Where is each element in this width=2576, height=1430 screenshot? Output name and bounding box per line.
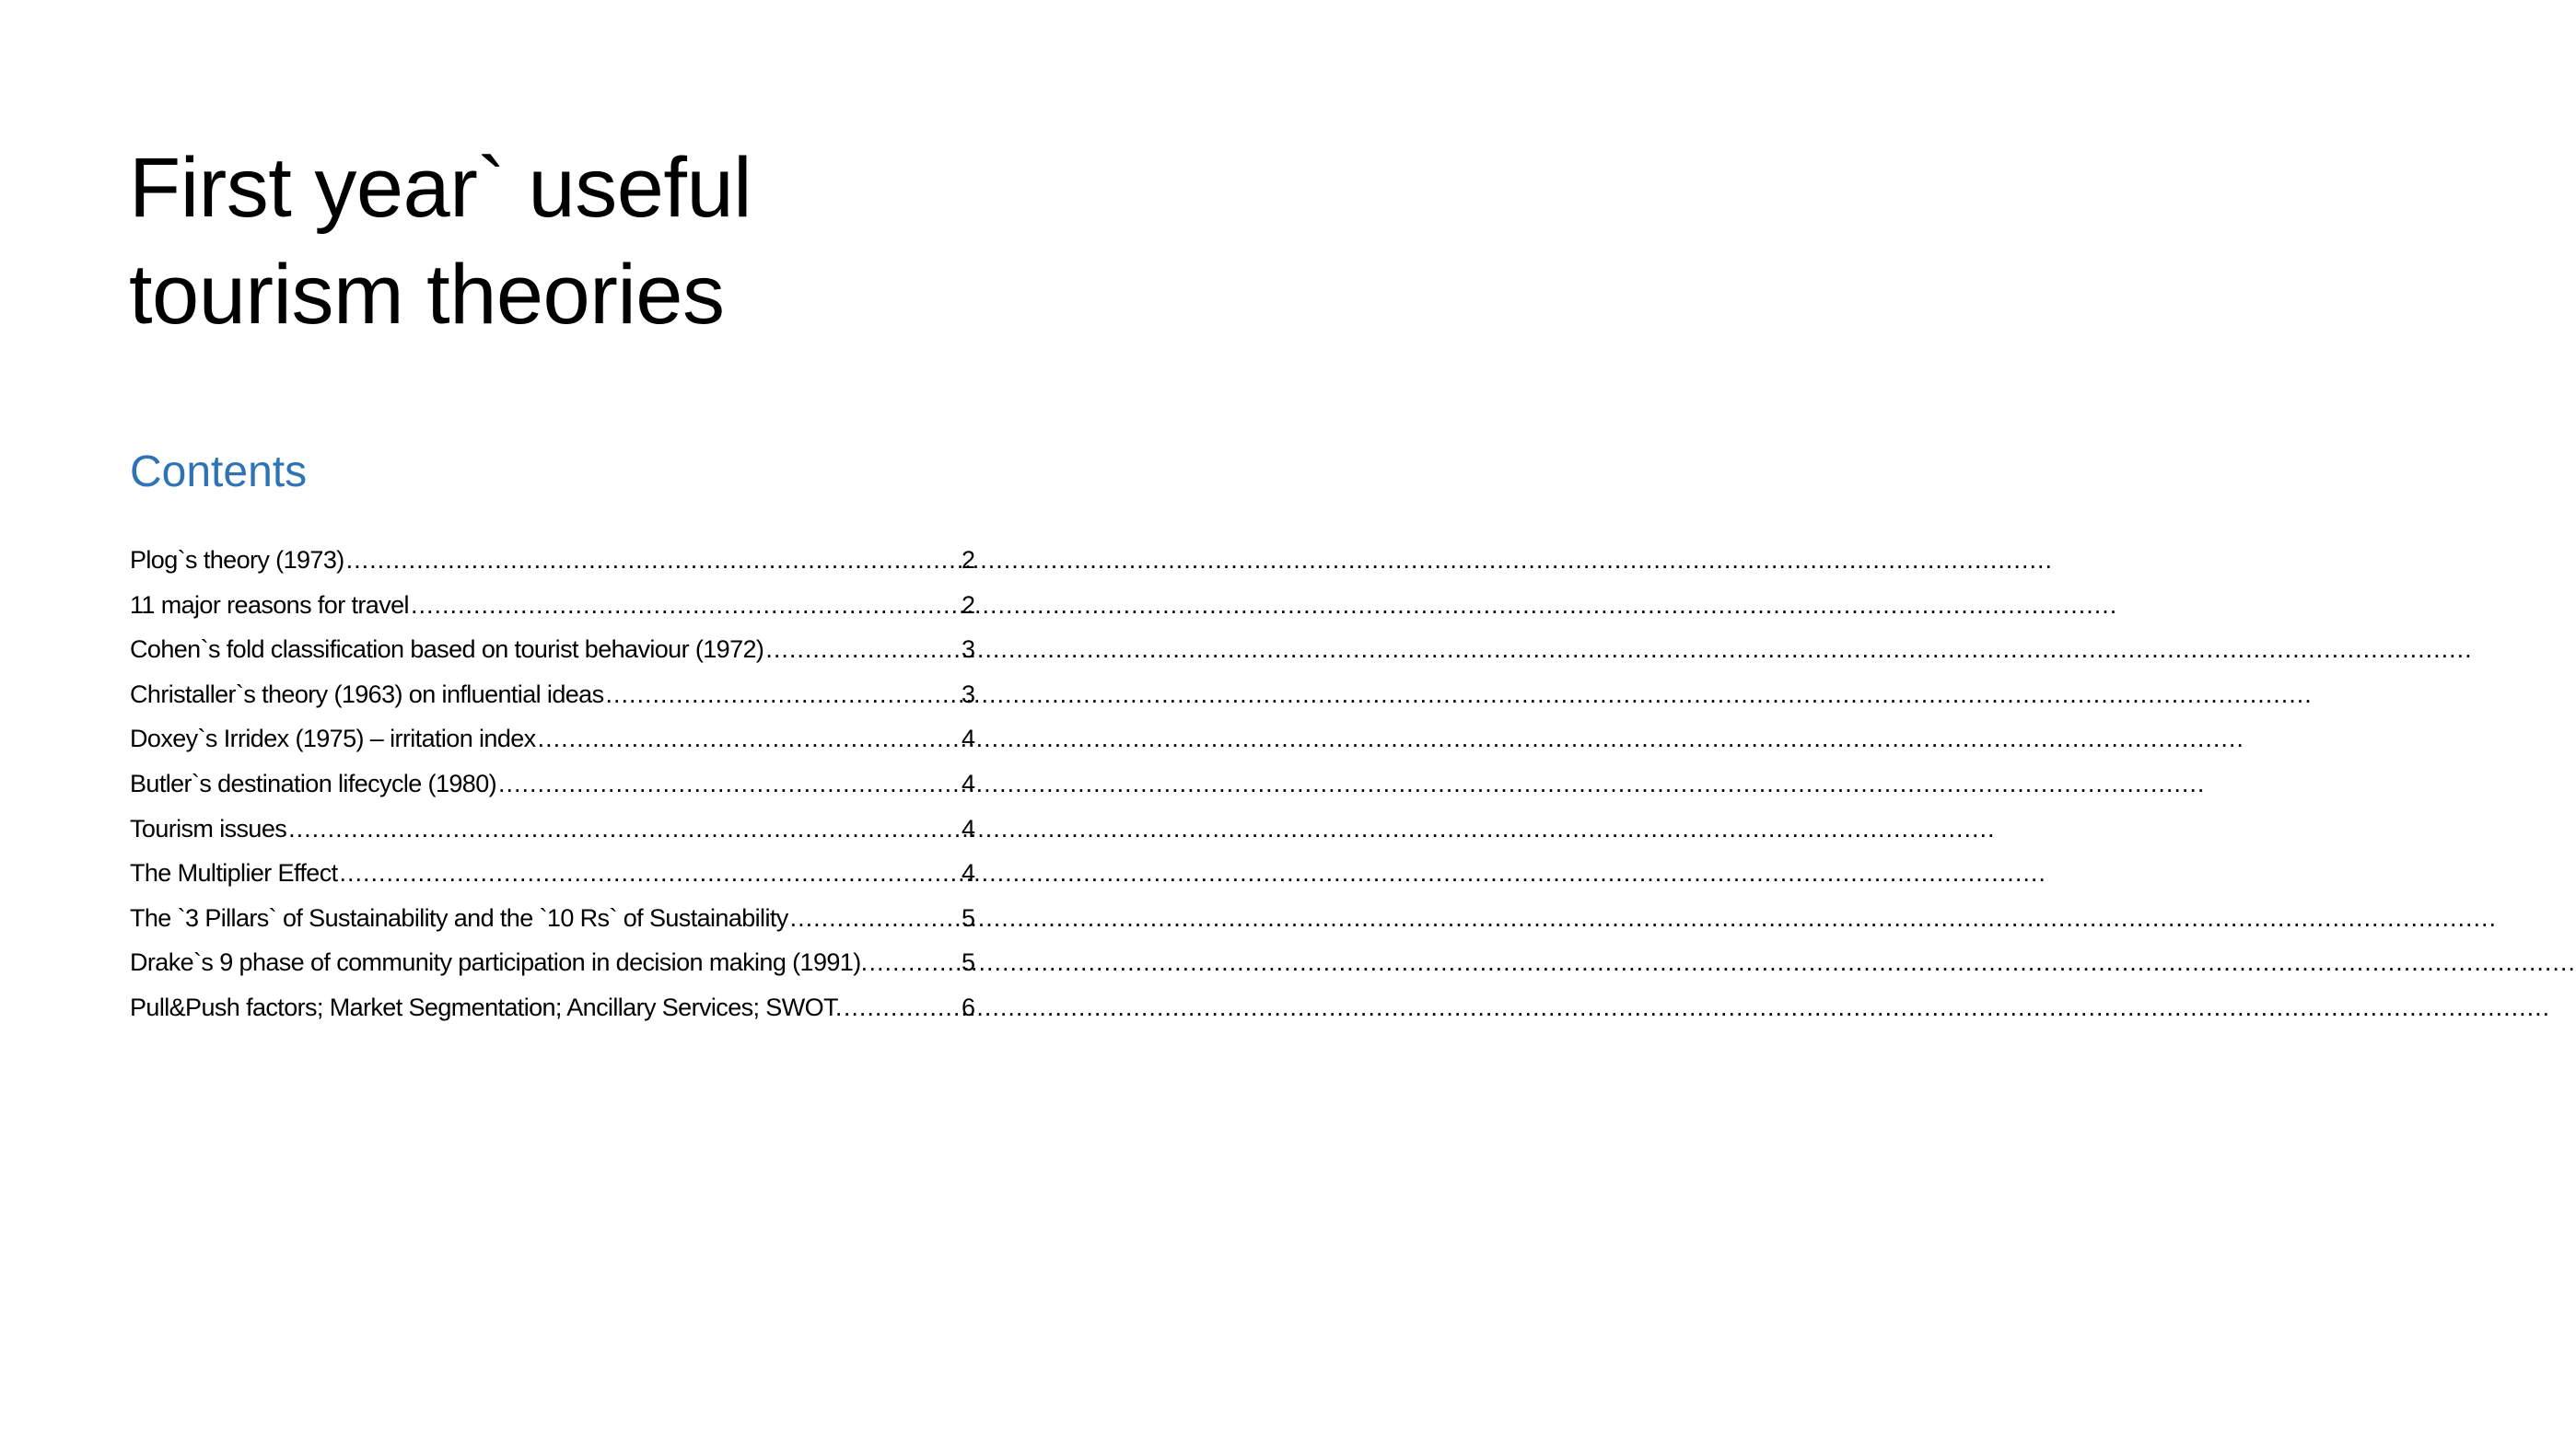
toc-entry-label: Doxey`s Irridex (1975) – irritation index <box>130 725 536 753</box>
toc-entry-label: 11 major reasons for travel <box>130 590 409 619</box>
toc-dot-leader <box>288 810 953 847</box>
toc-entry-label: Pull&Push factors; Market Segmentation; Ancillary Services; SWOT. <box>130 993 842 1021</box>
toc-entry-page-number: 4 <box>961 814 975 843</box>
toc-entry-page-number: 5 <box>961 903 975 932</box>
table-of-contents <box>130 541 975 1034</box>
toc-heading: Contents <box>130 448 308 496</box>
toc-entry-label: The Multiplier Effect <box>130 859 338 888</box>
toc-entry[interactable] <box>130 541 975 587</box>
toc-entry-label: Drake`s 9 phase of community participation in decision making (1991). <box>130 948 868 977</box>
toc-entry[interactable] <box>130 810 975 855</box>
toc-dot-leader <box>498 765 953 802</box>
toc-entry[interactable] <box>130 676 975 721</box>
toc-dot-leader <box>538 720 953 757</box>
toc-entry[interactable] <box>130 855 975 900</box>
toc-entry[interactable] <box>130 989 975 1034</box>
toc-entry[interactable] <box>130 720 975 765</box>
toc-dot-leader <box>605 676 953 713</box>
toc-entry-page-number: 2 <box>961 590 975 619</box>
toc-entry-page-number: 4 <box>961 769 975 797</box>
document-page <box>0 0 1105 1430</box>
toc-entry-label: The `3 Pillars` of Sustainability and the `10 Rs` of Sustainability <box>130 903 788 932</box>
toc-entry-label: Cohen`s fold classification based on tourist behaviour (1972) <box>130 635 764 664</box>
toc-entry-label: Christaller`s theory (1963) on influential ideas <box>130 680 604 708</box>
toc-entry-page-number: 5 <box>961 948 975 977</box>
toc-entry-page-number: 3 <box>961 635 975 664</box>
toc-entry-label: Butler`s destination lifecycle (1980) <box>130 769 497 797</box>
toc-entry-label: Plog`s theory (1973) <box>130 546 344 574</box>
toc-dot-leader <box>411 587 953 623</box>
toc-dot-leader <box>790 900 953 936</box>
toc-dot-leader <box>340 855 954 891</box>
toc-entry[interactable] <box>130 944 975 989</box>
toc-entry-page-number: 3 <box>961 680 975 708</box>
toc-entry[interactable] <box>130 765 975 810</box>
toc-dot-leader <box>765 631 953 668</box>
toc-entry[interactable] <box>130 631 975 676</box>
toc-entry-page-number: 2 <box>961 546 975 574</box>
document-title-line-2: tourism theories <box>129 248 725 342</box>
toc-dot-leader <box>844 989 953 1026</box>
toc-entry[interactable] <box>130 587 975 632</box>
toc-entry[interactable] <box>130 900 975 945</box>
document-title <box>129 134 958 348</box>
toc-dot-leader <box>869 944 953 981</box>
toc-entry-page-number: 6 <box>961 993 975 1021</box>
toc-dot-leader <box>346 541 953 578</box>
document-title-line-1: First year` useful <box>129 141 752 235</box>
toc-entry-page-number: 4 <box>961 725 975 753</box>
toc-entry-label: Tourism issues <box>130 814 287 843</box>
toc-entry-page-number: 4 <box>961 859 975 888</box>
